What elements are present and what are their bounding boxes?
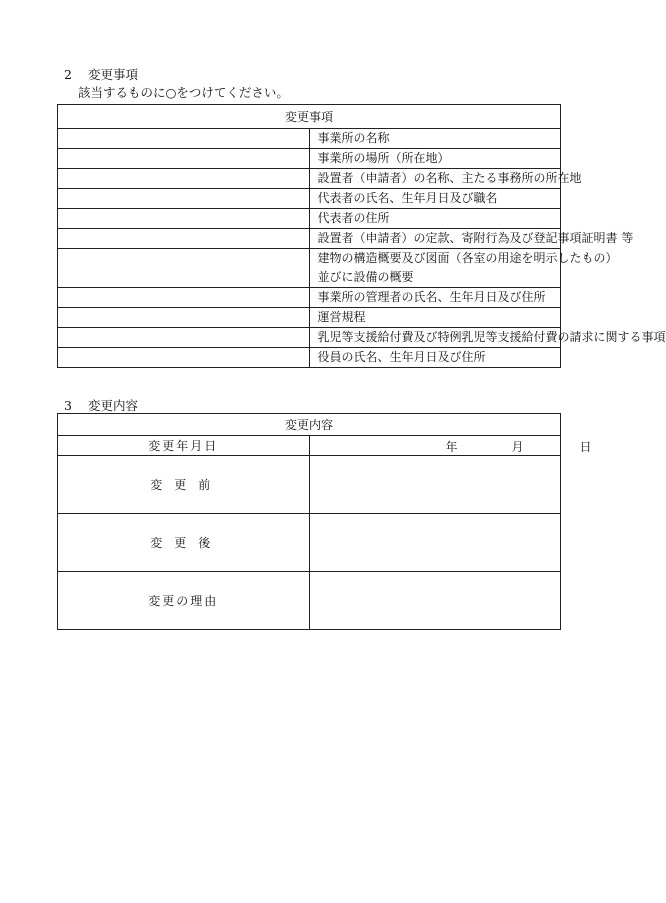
mark-cell[interactable]: [58, 129, 310, 149]
table-row: [58, 328, 561, 348]
table-row: [58, 249, 561, 288]
item-building: [309, 249, 618, 288]
change-items-header: 変更事項: [58, 105, 561, 129]
section-2-title: 変更事項: [87, 67, 138, 82]
item-articles: 設置者（申請者）の定款、寄附行為及び登記事項証明書 等: [309, 229, 561, 249]
item-building-line-2: 並びに設備の概要: [317, 270, 414, 284]
change-details-table: [57, 413, 592, 630]
item-manager-info: 事業所の管理者の氏名、生年月日及び住所: [309, 288, 561, 308]
table-row: [58, 169, 561, 189]
table-row: [58, 209, 561, 229]
item-benefit-claims: 乳児等支援給付費及び特例乳児等支援給付費の請求に関する事項: [309, 328, 561, 348]
section-3-number: 3: [64, 398, 72, 413]
table-row: [58, 348, 561, 368]
after-change-field[interactable]: [309, 514, 561, 572]
date-month-label: 月: [511, 440, 524, 454]
table-row: [58, 288, 561, 308]
table-row: [58, 149, 561, 169]
mark-cell[interactable]: [58, 189, 310, 209]
mark-cell[interactable]: [58, 348, 310, 368]
change-date-field[interactable]: [309, 436, 592, 456]
item-name: 事業所の名称: [309, 129, 561, 149]
mark-cell[interactable]: [58, 288, 310, 308]
item-officers-info: 役員の氏名、生年月日及び住所: [309, 348, 561, 368]
mark-cell[interactable]: [58, 249, 310, 288]
table-row: [58, 189, 561, 209]
change-reason-label: 変更の理由: [58, 572, 310, 630]
table-row: [58, 436, 561, 456]
date-day-label: 日: [579, 440, 592, 454]
item-founder-name-address: 設置者（申請者）の名称、主たる事務所の所在地: [309, 169, 561, 189]
change-reason-field[interactable]: [309, 572, 561, 630]
mark-cell[interactable]: [58, 209, 310, 229]
table-row: [58, 514, 561, 572]
section-3-heading: [64, 399, 138, 413]
table-row: [58, 572, 561, 630]
table-row: [58, 308, 561, 328]
mark-cell[interactable]: [58, 328, 310, 348]
before-change-label: 変更前: [58, 456, 310, 514]
table-row: [58, 229, 561, 249]
section-2-instruction: 該当するものに○をつけてください。: [78, 85, 289, 100]
change-date-label: 変更年月日: [58, 436, 310, 456]
mark-cell[interactable]: [58, 308, 310, 328]
mark-cell[interactable]: [58, 149, 310, 169]
section-2-number: 2: [64, 67, 72, 82]
table-row: [58, 456, 561, 514]
item-representative-address: 代表者の住所: [309, 209, 561, 229]
mark-cell[interactable]: [58, 169, 310, 189]
change-items-table: [57, 104, 666, 368]
section-3-title: 変更内容: [87, 398, 138, 413]
before-change-field[interactable]: [309, 456, 561, 514]
table-row: [58, 129, 561, 149]
change-details-header: 変更内容: [58, 414, 561, 436]
item-building-line-1: 建物の構造概要及び図面（各室の用途を明示したもの）: [317, 251, 618, 265]
mark-cell[interactable]: [58, 229, 310, 249]
date-year-label: 年: [445, 440, 458, 454]
item-location: 事業所の場所（所在地）: [309, 149, 561, 169]
section-2-heading: [64, 68, 138, 82]
item-operating-rules: 運営規程: [309, 308, 561, 328]
item-representative-info: 代表者の氏名、生年月日及び職名: [309, 189, 561, 209]
after-change-label: 変更後: [58, 514, 310, 572]
